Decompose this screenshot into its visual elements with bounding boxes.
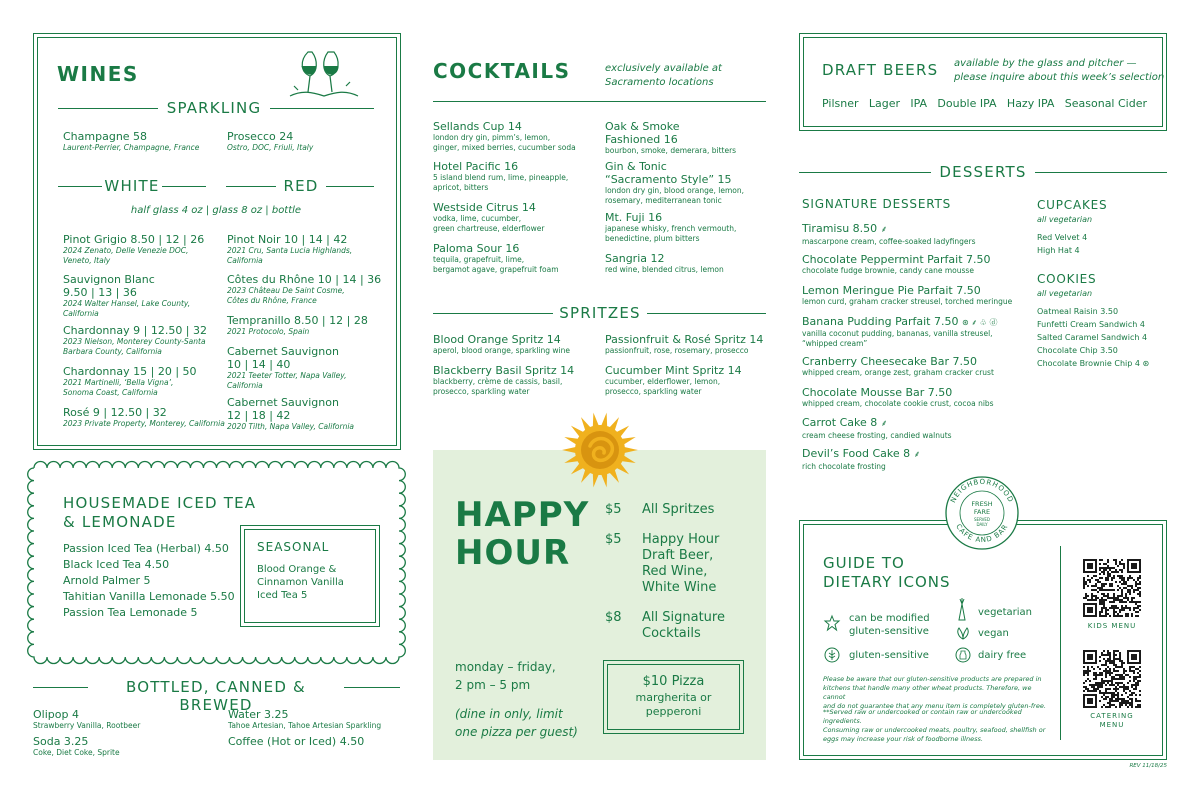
- cupcake-item: High Hat 4: [1037, 246, 1080, 255]
- svg-text:CAFE AND BAR: CAFE AND BAR: [954, 522, 1010, 545]
- desserts-heading: DESSERTS: [939, 163, 1027, 181]
- wines-title: WINES: [57, 62, 139, 86]
- deal-price: $8: [605, 610, 622, 625]
- deal-text: Happy Hour: [642, 532, 720, 547]
- iced-tea-title-line2: & LEMONADE: [63, 513, 177, 531]
- neighborhood-seal: [945, 476, 1019, 550]
- dietary-divider: [1060, 546, 1061, 740]
- cocktails-note: exclusively available at Sacramento locations: [605, 63, 722, 88]
- seasonal-line: Cinnamon Vanilla: [257, 577, 344, 588]
- cookies-title: COOKIES: [1037, 272, 1097, 286]
- draft-beers-title: DRAFT BEERS: [822, 61, 939, 79]
- cookie-item: Chocolate Brownie Chip 4 ⊛: [1037, 359, 1150, 368]
- gluten-sensitive-icon: [824, 647, 840, 663]
- beer-item: Seasonal Cider: [1064, 97, 1147, 110]
- desserts-rule-left: [799, 172, 931, 173]
- iced-tea-list: [63, 541, 235, 621]
- spritzes-rule-left: [433, 313, 553, 314]
- bottled-rule-right: [344, 687, 400, 688]
- list-item: Black Iced Tea 4.50: [63, 558, 170, 571]
- deal-price: $5: [605, 532, 622, 547]
- beer-item: Double IPA: [937, 97, 997, 110]
- bottled-olipop: Olipop 4 Strawberry Vanilla, Rootbeer: [33, 708, 141, 730]
- iced-tea-title-line1: HOUSEMADE ICED TEA: [63, 494, 257, 512]
- cupcakes-title: CUPCAKES: [1037, 198, 1108, 212]
- seasonal-list: [257, 563, 344, 602]
- deal-text: Cocktails: [642, 626, 701, 641]
- sparkling-rule-right: [270, 108, 374, 109]
- white-heading: WHITE: [104, 177, 160, 195]
- deal-text: All Spritzes: [642, 502, 715, 517]
- dessert-mousse-bar: Chocolate Mousse Bar 7.50 whipped cream, chocolate cookie crust, cocoa nibs: [802, 386, 994, 408]
- wine-white-1: Pinot Grigio 8.50 | 12 | 26 2024 Zenato, Delle Venezie DOC, Veneto, Italy: [63, 233, 205, 265]
- wine-red-1: Pinot Noir 10 | 14 | 42 2021 Cru, Santa Lucia Highlands, California: [227, 233, 353, 265]
- cupcakes-note: all vegetarian: [1037, 215, 1093, 224]
- icon-label-gluten: gluten-sensitive: [849, 650, 929, 661]
- red-rule-left: [226, 186, 276, 187]
- beer-item: Lager: [868, 97, 900, 110]
- iced-tea-title: [63, 494, 256, 532]
- star-icon: [824, 615, 840, 631]
- spritz-blackberry-basil: Blackberry Basil Spritz 14 blackberry, crème de cassis, basil, prosecco, sparkling water: [433, 364, 575, 396]
- pizza-option-1: margherita or: [635, 691, 712, 704]
- icon-label-dairy: dairy free: [978, 650, 1027, 661]
- cookie-item: Funfetti Cream Sandwich 4: [1037, 320, 1145, 329]
- vegetarian-icon: ⸙: [913, 450, 921, 460]
- spritzes-heading: SPRITZES: [559, 304, 641, 322]
- cookies-section: [1037, 271, 1149, 370]
- kids-menu-label: KIDS MENU: [1087, 622, 1137, 630]
- carrot-icon: [955, 598, 969, 622]
- cocktail-mt-fuji: Mt. Fuji 16 japanese whisky, french vermouth, benedictine, plum bitters: [605, 211, 737, 243]
- bottled-soda: Soda 3.25 Coke, Diet Coke, Sprite: [33, 735, 120, 757]
- gluten-disclaimer: Please be aware that our gluten-sensitive products are prepared in kitchens that handle many other wheat products. Therefore, we cannot and do not guarantee that any menu item is completely gluten-free.: [823, 675, 1046, 710]
- dairy-free-icon: [955, 647, 971, 663]
- vegetarian-icon: ⸙: [880, 419, 888, 429]
- seasonal-line: Blood Orange &: [257, 564, 337, 575]
- wine-red-5: Cabernet Sauvignon 12 | 18 | 42 2020 Tilth, Napa Valley, California: [227, 396, 355, 431]
- pizza-text: [607, 673, 740, 719]
- dessert-peppermint-parfait: Chocolate Peppermint Parfait 7.50 chocolate fudge brownie, candy cane mousse: [802, 253, 991, 275]
- happy-hour-title: [455, 496, 589, 572]
- deal-text: All Signature: [642, 610, 725, 625]
- svg-text:DAILY: DAILY: [976, 522, 988, 527]
- list-item: Passion Tea Lemonade 5: [63, 606, 198, 619]
- bottled-heading: BOTTLED, CANNED & BREWED: [126, 678, 306, 714]
- svg-text:FARE: FARE: [973, 508, 991, 516]
- wine-white-2: Sauvignon Blanc 9.50 | 13 | 36 2024 Walter Hansel, Lake County, California: [63, 273, 191, 318]
- signature-desserts-title: SIGNATURE DESSERTS: [802, 197, 952, 211]
- wine-red-4: Cabernet Sauvignon 10 | 14 | 40 2021 Teeter Totter, Napa Valley, California: [227, 345, 347, 390]
- cocktail-gin-tonic: Gin & Tonic “Sacramento Style” 15 london dry gin, blood orange, lemon, rosemary, mediterranean tonic: [605, 160, 745, 205]
- dietary-title: GUIDE TO DIETARY ICONS: [823, 554, 951, 591]
- spritz-blood-orange: Blood Orange Spritz 14 aperol, blood orange, sparkling wine: [433, 333, 571, 355]
- cocktail-sangria: Sangria 12 red wine, blended citrus, lemon: [605, 252, 724, 274]
- raw-food-disclaimer: **Served raw or undercooked or contain raw or undercooked ingredients. Consuming raw or undercooked meats, poultry, seafood, shellfish or eggs may increase your risk of foodborne illness.: [823, 708, 1046, 743]
- dietary-icons: ⊛ ⸙ ♧ ⓓ: [961, 318, 998, 327]
- beer-item: Pilsner: [822, 97, 859, 110]
- svg-text:FRESH: FRESH: [971, 500, 993, 508]
- wine-red-2: Côtes du Rhône 10 | 14 | 36 2023 Château De Saint Cosme, Côtes du Rhône, France: [227, 273, 382, 305]
- wine-glasses-icon: [288, 46, 360, 100]
- icon-label-vegan: vegan: [978, 628, 1009, 639]
- cookies-note: all vegetarian: [1037, 289, 1093, 298]
- wine-white-3: Chardonnay 9 | 12.50 | 32 2023 Nielson, Monterey County-Santa Barbara County, California: [63, 324, 208, 356]
- spritzes-rule-right: [647, 313, 766, 314]
- bottled-water: Water 3.25 Tahoe Artesian, Tahoe Artesian Sparkling: [228, 708, 382, 730]
- leaf-icon: [955, 626, 971, 640]
- cookie-item: Oatmeal Raisin 3.50: [1037, 307, 1119, 316]
- sparkling-heading: SPARKLING: [166, 99, 262, 117]
- cocktail-oak-smoke: Oak & Smoke Fashioned 16 bourbon, smoke, demerara, bitters: [605, 120, 737, 155]
- wine-prosecco: Prosecco 24 Ostro, DOC, Friuli, Italy: [227, 130, 314, 152]
- pizza-title: $10 Pizza: [642, 674, 705, 689]
- sparkling-rule-left: [58, 108, 158, 109]
- dessert-tiramisu: Tiramisu 8.50 ⸙ mascarpone cream, coffee-soaked ladyfingers: [802, 222, 976, 246]
- spritz-passionfruit: Passionfruit & Rosé Spritz 14 passionfruit, rose, rosemary, prosecco: [605, 333, 764, 355]
- desserts-rule-right: [1035, 172, 1167, 173]
- dessert-lemon-parfait: Lemon Meringue Pie Parfait 7.50 lemon curd, graham cracker streusel, torched meringue: [802, 284, 1013, 306]
- pizza-option-2: pepperoni: [645, 705, 702, 718]
- white-rule-left: [58, 186, 102, 187]
- wine-red-3: Tempranillo 8.50 | 12 | 28 2021 Protocolo, Spain: [227, 314, 368, 336]
- catering-menu-label: CATERING MENU: [1090, 712, 1134, 729]
- gluten-sensitive-icon: ⊛: [1142, 359, 1150, 368]
- svg-text:NEIGHBORHOOD: NEIGHBORHOOD: [949, 477, 1015, 505]
- vegetarian-icon: ⸙: [880, 225, 888, 235]
- draft-beers-list: [822, 97, 1147, 110]
- cocktails-title: COCKTAILS: [433, 59, 571, 83]
- happy-hour-title-line2: HOUR: [455, 533, 571, 573]
- list-item: Tahitian Vanilla Lemonade 5.50: [63, 590, 235, 603]
- seasonal-line: Iced Tea 5: [257, 590, 308, 601]
- draft-beers-note: available by the glass and pitcher — please inquire about this week’s selection: [954, 58, 1165, 83]
- deal-text: Draft Beer,: [642, 548, 714, 563]
- icon-label-vegetarian: vegetarian: [978, 607, 1032, 618]
- bottled-rule-left: [33, 687, 88, 688]
- catering-menu-qr-code[interactable]: [1083, 650, 1141, 708]
- sun-icon: [560, 410, 640, 490]
- cocktails-rule: [433, 101, 766, 102]
- pour-note: half glass 4 oz | glass 8 oz | bottle: [130, 205, 302, 216]
- dessert-devils-food: Devil’s Food Cake 8 ⸙ rich chocolate frosting: [802, 447, 921, 471]
- dessert-carrot-cake: Carrot Cake 8 ⸙ cream cheese frosting, candied walnuts: [802, 416, 952, 440]
- cocktail-paloma-sour: Paloma Sour 16 tequila, grapefruit, lime, bergamot agave, grapefruit foam: [433, 242, 559, 274]
- deal-price: $5: [605, 502, 622, 517]
- bottled-coffee: Coffee (Hot or Iced) 4.50: [228, 735, 365, 748]
- cocktail-hotel-pacific: Hotel Pacific 16 5 island blend rum, lime, pineapple, apricot, bitters: [433, 160, 569, 192]
- revision-note: REV 11/18/25: [1129, 763, 1167, 769]
- happy-hour-dine-note: (dine in only, limit one pizza per guest): [455, 707, 578, 739]
- beer-item: IPA: [910, 97, 928, 110]
- list-item: Arnold Palmer 5: [63, 574, 151, 587]
- wine-champagne: Champagne 58 Laurent-Perrier, Champagne, France: [63, 130, 200, 152]
- happy-hour-title-line1: HAPPY: [455, 495, 590, 535]
- cupcake-item: Red Velvet 4: [1037, 233, 1088, 242]
- kids-menu-qr-code[interactable]: [1083, 559, 1141, 617]
- seasonal-title: SEASONAL: [257, 540, 330, 554]
- spritz-cucumber-mint: Cucumber Mint Spritz 14 cucumber, elderflower, lemon, prosecco, sparkling water: [605, 364, 742, 396]
- wine-white-5: Rosé 9 | 12.50 | 32 2023 Private Property, Monterey, California: [63, 406, 225, 428]
- red-rule-right: [326, 186, 374, 187]
- dessert-cranberry-bar: Cranberry Cheesecake Bar 7.50 whipped cream, orange zest, graham cracker crust: [802, 355, 994, 377]
- cookie-item: Salted Caramel Sandwich 4: [1037, 333, 1148, 342]
- happy-hour-days: monday – friday, 2 pm – 5 pm: [455, 660, 556, 692]
- cookie-item: Chocolate Chip 3.50: [1037, 346, 1118, 355]
- red-heading: RED: [283, 177, 319, 195]
- list-item: Passion Iced Tea (Herbal) 4.50: [63, 542, 229, 555]
- dessert-banana-parfait: Banana Pudding Parfait 7.50 ⊛ ⸙ ♧ ⓓ vanilla coconut pudding, bananas, vanilla streusel, “whipped cream”: [802, 315, 998, 348]
- deal-text: White Wine: [642, 580, 717, 595]
- icon-label-modified: can be modified gluten-sensitive: [849, 613, 930, 637]
- beer-item: Hazy IPA: [1006, 97, 1055, 110]
- white-rule-right: [162, 186, 206, 187]
- deal-text: Red Wine,: [642, 564, 708, 579]
- cocktail-westside-citrus: Westside Citrus 14 vodka, lime, cucumber, green chartreuse, elderflower: [433, 201, 545, 233]
- svg-text:SERVED: SERVED: [974, 517, 990, 522]
- cocktail-sellands-cup: Sellands Cup 14 london dry gin, pimm’s, lemon, ginger, mixed berries, cucumber soda: [433, 120, 576, 152]
- wine-white-4: Chardonnay 15 | 20 | 50 2021 Martinelli, ‘Bella Vigna’, Sonoma Coast, California: [63, 365, 197, 397]
- cupcakes-section: [1037, 197, 1107, 257]
